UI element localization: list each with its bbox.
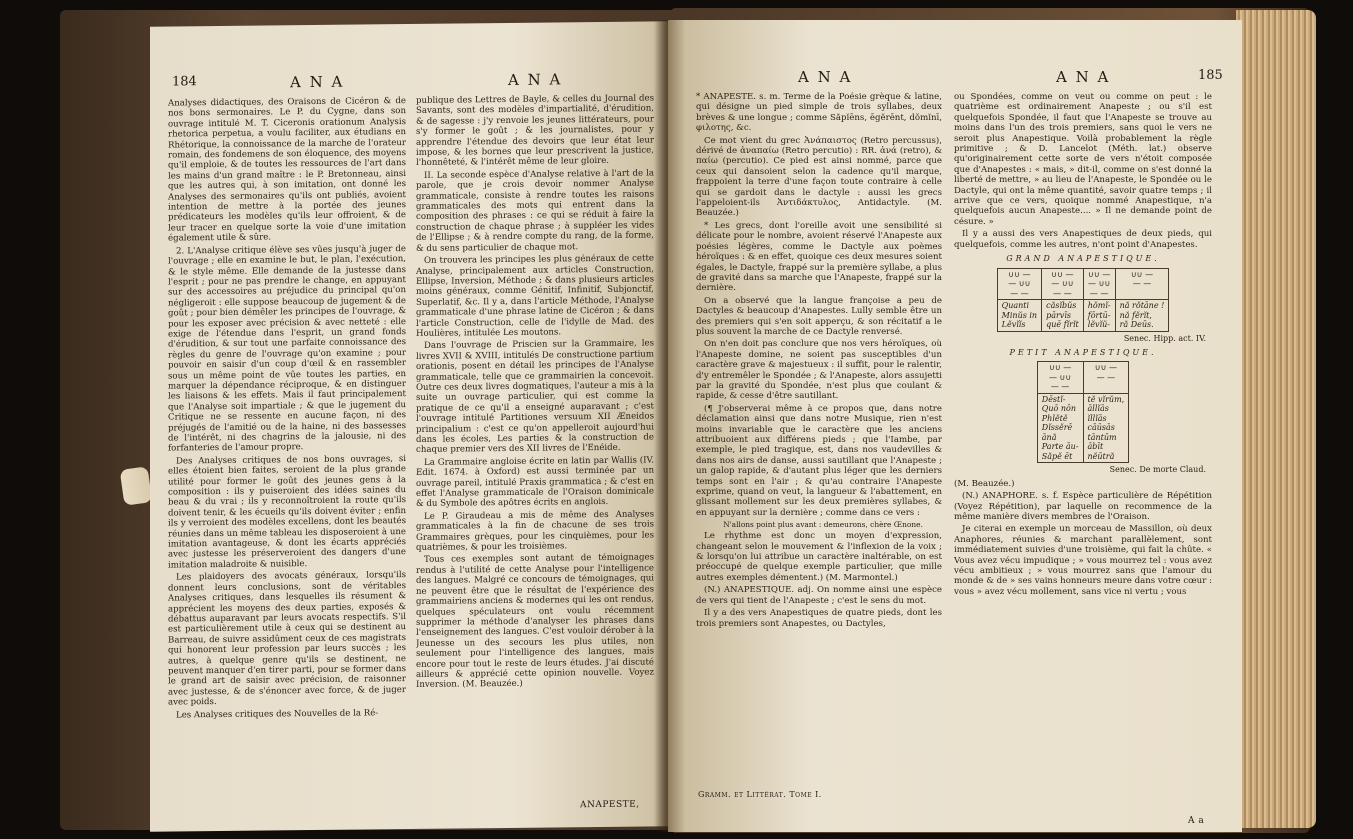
verse-cell: hŏmĭ- fōrtū- lĕvĭŭ-: [1083, 300, 1115, 332]
running-head-left-col1: A N A: [290, 72, 345, 92]
verse-cell: căsĭbŭs pārvīs quē fĭrĭt: [1042, 300, 1084, 332]
paragraph: (¶ J'observerai même à ce propos que, dans notre déclamation ainsi que dans notre Musique, rien n'est moins invariable que le caractère que les anciens attribuoient aux différens pieds ; que l'Iambe, par exemple, le pied tragique, est, dans nos vaudevilles & dans nos airs de danse, aussi sautillant que l'Anapeste ; un galop rapide, & d'autant plus léger que les derniers temps sont en l'air ; & qu'au contraire l'Anapeste exprime, quand on veut, la langueur & l'abattement, en glissant mollement sur les deux premières syllabes, & en appuyant sur la dernière ; comme dans ce vers :: [696, 403, 942, 518]
table-caption-petit: Senec. De morte Claud.: [1109, 465, 1206, 475]
verse-quote: N'allons point plus avant : demeurons, chère Œnone.: [723, 520, 923, 530]
paragraph: On trouvera les principes les plus généraux de cette Analyse, principalement aux articles Construction, Ellipse, Inversion, Méthode ; & dans plusieurs articles moins généraux, comme Génitif, Infinitif, Subjonctif, Superlatif, &c. Il y a, dans l'article Méthode, l'Analyse grammaticale d'une phrase latine de Cicéron ; & dans l'article Construction, celle de l'idylle de Mad. des Houlières, intitulée Les moutons.: [416, 253, 654, 339]
running-head-left-col2: A N A: [508, 70, 563, 89]
paragraph: Des Analyses critiques de nos bons ouvrages, si elles étoient bien faites, seroient de la plus grande utilité pour former le goût des jeunes gens à la composition : ils y puiseroient des idées saines du beau & du vrai ; ils y reconnoîtroient la route qu'ils doivent tenir, & les écueils qu'ils doivent éviter ; enfin ils y verroient des modèles excellens, dont les beautés réunies dans un même tableau les disposeroient à une imitation avantageuse, & dont les écarts appréciés avec justesse les préserveroient des dangers d'une imitation maladroite & nuisible.: [168, 453, 406, 571]
paragraph: ou Spondées, comme on veut ou comme on peut : le quatrième est ordinairement Anapeste ; ou s'il est quelquefois Spondée, il faut que l'Anapeste se trouve au moins dans l'un des trois premiers, sans quoi le vers ne seroit plus Anapestique. Voilà probablement la règle primitive ; & D. Lancelot (Méth. lat.) observe qu'originairement cette sorte de vers n'étoit composée que d'Anapestes : « mais, » dit-il, comme on s'est donné la liberté de mettre, » au lieu de l'Anapeste, le Spondée ou le Dactyle, qui ont la même quantité, savoir quatre temps ; il arrive que ce vers, quoique nommé Anapestique, n'a quelquefois aucun Anapeste.... » Il ne demande point de césure. »: [954, 92, 1212, 227]
verse-cell: tĕ vĭrŭm, āllĭās ĭllĭās cāūsās tāntūm ābīt nĕūtră: [1083, 393, 1129, 463]
paragraph: Il y a aussi des vers Anapestiques de deux pieds, qui quelquefois, comme les autres, n'ont point d'Anapestes.: [954, 229, 1212, 250]
left-page: [150, 21, 668, 831]
signature-mark: Gramm. et Littérat. Tome I.: [698, 790, 822, 799]
paragraph: Le rhythme est donc un moyen d'expression, changeant selon le mouvement & l'inflexion de la voix ; & lorsqu'on lui attribue un caractère inaltérable, on est préoccupé de quelque exemple particulier, que mille autres exemples démentent.) (M. Marmontel.): [696, 531, 942, 583]
scansion-cell: ∪∪ — — ∪∪ — —: [1083, 268, 1115, 300]
paragraph: La Grammaire angloise écrite en latin par Wallis (IV. Edit. 1674. à Oxford) est aussi terminée par un ouvrage pareil, intitulé Praxis grammatica ; & c'est en effet l'Analyse grammaticale de l'Oraison dominicale & du Symbole des apôtres écrits en anglois.: [416, 455, 654, 510]
running-head-right-col2: A N A: [1056, 68, 1111, 86]
paragraph: Il y a des vers Anapestiques de quatre pieds, dont les trois premiers sont Anapestes, ou Dactyles,: [696, 608, 942, 629]
left-page-column-2: [416, 93, 654, 795]
paragraph: (N.) ANAPESTIQUE. adj. On nomme ainsi une espèce de vers qui tient de l'Anapeste ; c'est le sens du mot.: [696, 585, 942, 606]
page-number-right: 185: [1198, 68, 1223, 83]
paragraph: 2. L'Analyse critique élève ses vûes jusqu'à juger de l'ouvrage ; elle en examine le but, le plan, l'exécution, & le style même. Elle demande de la justesse dans l'esprit ; pour ne pas prendre le change, en appuyant sur des accessoires au préjudice du principal qu'on négligeroit : elle suppose beaucoup de jugement & de goût ; pour bien démêler les principes de l'ouvrage, & pour les exposer avec précision & avec netteté : elle exige de l'étendue dans l'esprit, un grand fonds d'érudition, & sur tout une parfaite connoissance des règles du genre de l'ouvrage qu'on examine ; pour pouvoir en saisir d'un coup d'œil & en rassembler sous un même point de vûe toutes les parties, en marquer la dépendance réciproque, & en distinguer les liaisons & les effets. Mais il faut principalement que l'Analyse soit impartiale ; & que le jugement du Critique ne se ressente en aucune façon, ni des préjugés de l'amitié ou de la haine, ni des bassesses de l'intérêt, ni des chagrins de la jalousie, ni des forfanteries de l'amour propre.: [168, 243, 406, 454]
catchword-left: ANAPESTE,: [580, 799, 640, 811]
paragraph: Le P. Giraudeau a mis de même des Analyses grammaticales à la fin de chacune de ses trois Grammaires grèques, pour les cinquièmes, pour les quatrièmes, & pour les troisièmes.: [416, 509, 654, 553]
running-head-right-col1: A N A: [798, 68, 853, 86]
paragraph: * ANAPESTE. s. m. Terme de la Poésie grèque & latine, qui désigne un pied simple de trois syllabes, deux brèves & une longue ; comme Săpĭēns, ēgĕrēnt, dŏmĭnī, φιλοτης, &c.: [696, 92, 942, 134]
paragraph: On a observé que la langue françoise a peu de Dactyles & beaucoup d'Anapestes. Lully semble être un des premiers qui s'en soit apperçu, & son récitatif a le plus souvent la marche de ce Dactyle renversé.: [696, 295, 942, 337]
paragraph: Analyses didactiques, des Oraisons de Cicéron & de nos bons sermonaires. Le P. du Cygne, dans son ouvrage intitulé M. T. Ciceronis orationum Analysis rhetorica perpetua, a voulu faciliter, aux étudians en Rhétorique, la connoissance de la marche de l'orateur romain, des fondemens de son éloquence, des moyens qu'il emploie, & de toutes les ressources de l'art dans les mains d'un grand maître : le P. Bretonneau, ainsi que les autres qui, à son imitation, ont donné les Analyses des sermonaires qu'ils ont publiés, avoient intention de mettre à la portée des jeunes prédicateurs les modèles qu'ils leur offroient, & de leur tracer en quelque sorte la voie d'une imitation également utile & sûre.: [168, 96, 406, 244]
scansion-cell: ∪∪ — — —: [1115, 268, 1169, 300]
table-caption-grand: Senec. Hipp. act. IV.: [1123, 333, 1206, 343]
scansion-table-petit: [1037, 361, 1129, 463]
verse-cell: nă rŏtāne ! nă fĕrĭt, ră Deūs.: [1115, 300, 1169, 332]
scansion-cell: ∪∪ — — ∪∪ — —: [997, 268, 1041, 300]
paragraph: Je citerai en exemple un morceau de Massillon, où deux Anaphores, réunies & marchant parallèlement, sont immédiatement suivies d'une troisième, qui fait la chûte. « Vous avez vécu impudique ; » vous mourrez tel : vous avez vécu ambitieux ; » vous mourrez sans que l'amour du monde & de » ses vains honneurs meure dans votre cœur : vous » avez vécu mollement, sans vice ni vertu ; vous: [954, 524, 1212, 597]
scansion-cell: ∪∪ — — —: [1083, 362, 1129, 394]
paragraph: Tous ces exemples sont autant de témoignages rendus à l'utilité de cette Analyse pour l'intelligence des langues. Malgré ce concours de témoignages, qui ne peuvent être que le résultat de l'expérience des grammairiens anciens & modernes qui les ont rendus, quelques spéculateurs ont voulu récemment supprimer la méthode d'analyser les phrases dans l'enseignement des langues. C'est vouloir dérober à la Jeunesse un des secours les plus utiles, non seulement pour l'intelligence des langues, mais encore pour tout le reste de leurs études. J'ai discuté ailleurs & apprécié cette opinion nouvelle. Voyez Inversion. (M. Beauzée.): [416, 552, 654, 691]
paragraph: * Les grecs, dont l'oreille avoit une sensibilité si délicate pour le nombre, avoient réservé l'Anapeste aux poésies légères, comme le Dactyle aux poèmes héroïques : & en effet, quoique ces deux mesures soient égales, le Dactyle, frappé sur la première syllabe, a plus de gravité dans sa marche que l'Anapeste, frappé sur la dernière.: [696, 220, 942, 294]
right-page: [668, 20, 1242, 832]
right-page-column-2: [954, 92, 1212, 828]
reader-finger: [120, 466, 153, 506]
paragraph: publique des Lettres de Bayle, & celles du Journal des Savants, sont des modèles d'impartialité, d'érudition, & de sagesse : j'y renvoie les jeunes littérateurs, pour s'y former le goût ; & les journalistes, pour y apprendre l'étendue des devoirs que leur état leur impose, & les bornes que leur prescrivent la justice, l'honnêteté, & l'intérêt même de leur gloire.: [416, 93, 654, 169]
paragraph: Les plaidoyers des avocats généraux, lorsqu'ils donnent leurs conclusions, sont de véritables Analyses critiques, dans lesquelles ils résument & apprécient les moyens des deux parties, exposés & débattus auparavant par leurs avocats respectifs. S'il est particulièrement utile à ceux qui se destinent au Barreau, de suivre assidûment ceux de ces magistrats qui honorent leur profession par leurs succès ; les autres, à quelque genre qu'ils se destinent, ne peuvent manquer d'en tirer parti, pour se former dans le grand art de saisir avec précision, de raisonner avec justesse, & de s'énoncer avec force, & de juger avec poids.: [168, 570, 406, 708]
paragraph: II. La seconde espèce d'Analyse relative à l'art de la parole, que je crois devoir nommer Analyse grammaticale, consiste à rendre toutes les raisons grammaticales des mots qui entrent dans la composition des phrases : ce qui se réduit à faire la construction de chaque phrase ; à suppléer les vides de l'Ellipse ; & à rendre compte du rang, de la forme, & du sens particulier de chaque mot.: [416, 168, 654, 254]
scansion-cell: ∪∪ — — ∪∪ — —: [1042, 268, 1084, 300]
paragraph: Ce mot vient du grec Ἀνάπαιστος (Retro percussus), dérivé de ἀναπαίω (Retro percutio) : RR. ἀνά (retro), & παίω (percutio). Ce pied est ainsi nommé, parce que ceux qui dansoient selon la cadence qu'il marque, frappoient la terre d'une façon toute contraire à celle qui se gardoit dans le dactyle : aussi les grecs l'appeloient-ils Ἀντιδάκτυλος, Antidactyle. (M. Beauzée.): [696, 135, 942, 219]
paragraph: (N.) ANAPHORE. s. f. Espèce particulière de Répétition (Voyez Répétition), par laquelle on recommence de la même manière divers membres de l'Oraison.: [954, 491, 1212, 522]
right-page-column-1: [696, 92, 942, 782]
author-attribution: (M. Beauzée.): [954, 478, 1015, 489]
table-title-petit: PETIT ANAPESTIQUE.: [1009, 347, 1157, 357]
paragraph: Dans l'ouvrage de Priscien sur la Grammaire, les livres XVII & XVIII, intitulés De constructione partium orationis, posent en détail les principes de l'Analyse grammaticale, telle que ce grammairien la concevoit. Outre ces deux livres dogmatiques, l'auteur a mis à la suite un ouvrage particulier, qui est comme la pratique de ce qu'il a enseigné auparavant ; c'est l'ouvrage intitulé Partitiones versuum XII Æneidos principalium : c'est ce qu'on appelleroit aujourd'hui dans les écoles, Les parties & la construction de chaque premier vers des XII livres de l'Enéide.: [416, 338, 654, 456]
scansion-table-grand: [997, 268, 1170, 332]
scansion-cell: ∪∪ — — ∪∪ — —: [1037, 362, 1083, 394]
verse-cell: Dēstĭ- Quō nōn Phlĕtĕ Dĭssĕrē ānă Parte āu- Săpĕ ēt: [1037, 393, 1083, 463]
table-title-grand: GRAND ANAPESTIQUE.: [1006, 254, 1160, 264]
left-page-column-1: [168, 96, 406, 810]
page-edges: [1236, 10, 1316, 828]
verse-cell: Quanti Minŭs in Lĕvĭĭs: [997, 300, 1041, 332]
catchword-right: A a: [1188, 816, 1205, 826]
page-number-left: 184: [172, 74, 197, 90]
paragraph: Les Analyses critiques des Nouvelles de la Ré-: [176, 707, 379, 721]
paragraph: On n'en doit pas conclure que nos vers héroïques, où l'Anapeste domine, ne soient pas susceptibles d'un caractère grave & majestueux : il suffit, pour le ralentir, d'y entremêler le Spondée ; & l'Anapeste, alors assujetti par la gravité du Spondée, n'est plus que coulant & rapide, & cesse d'être sautillant.: [696, 339, 942, 402]
